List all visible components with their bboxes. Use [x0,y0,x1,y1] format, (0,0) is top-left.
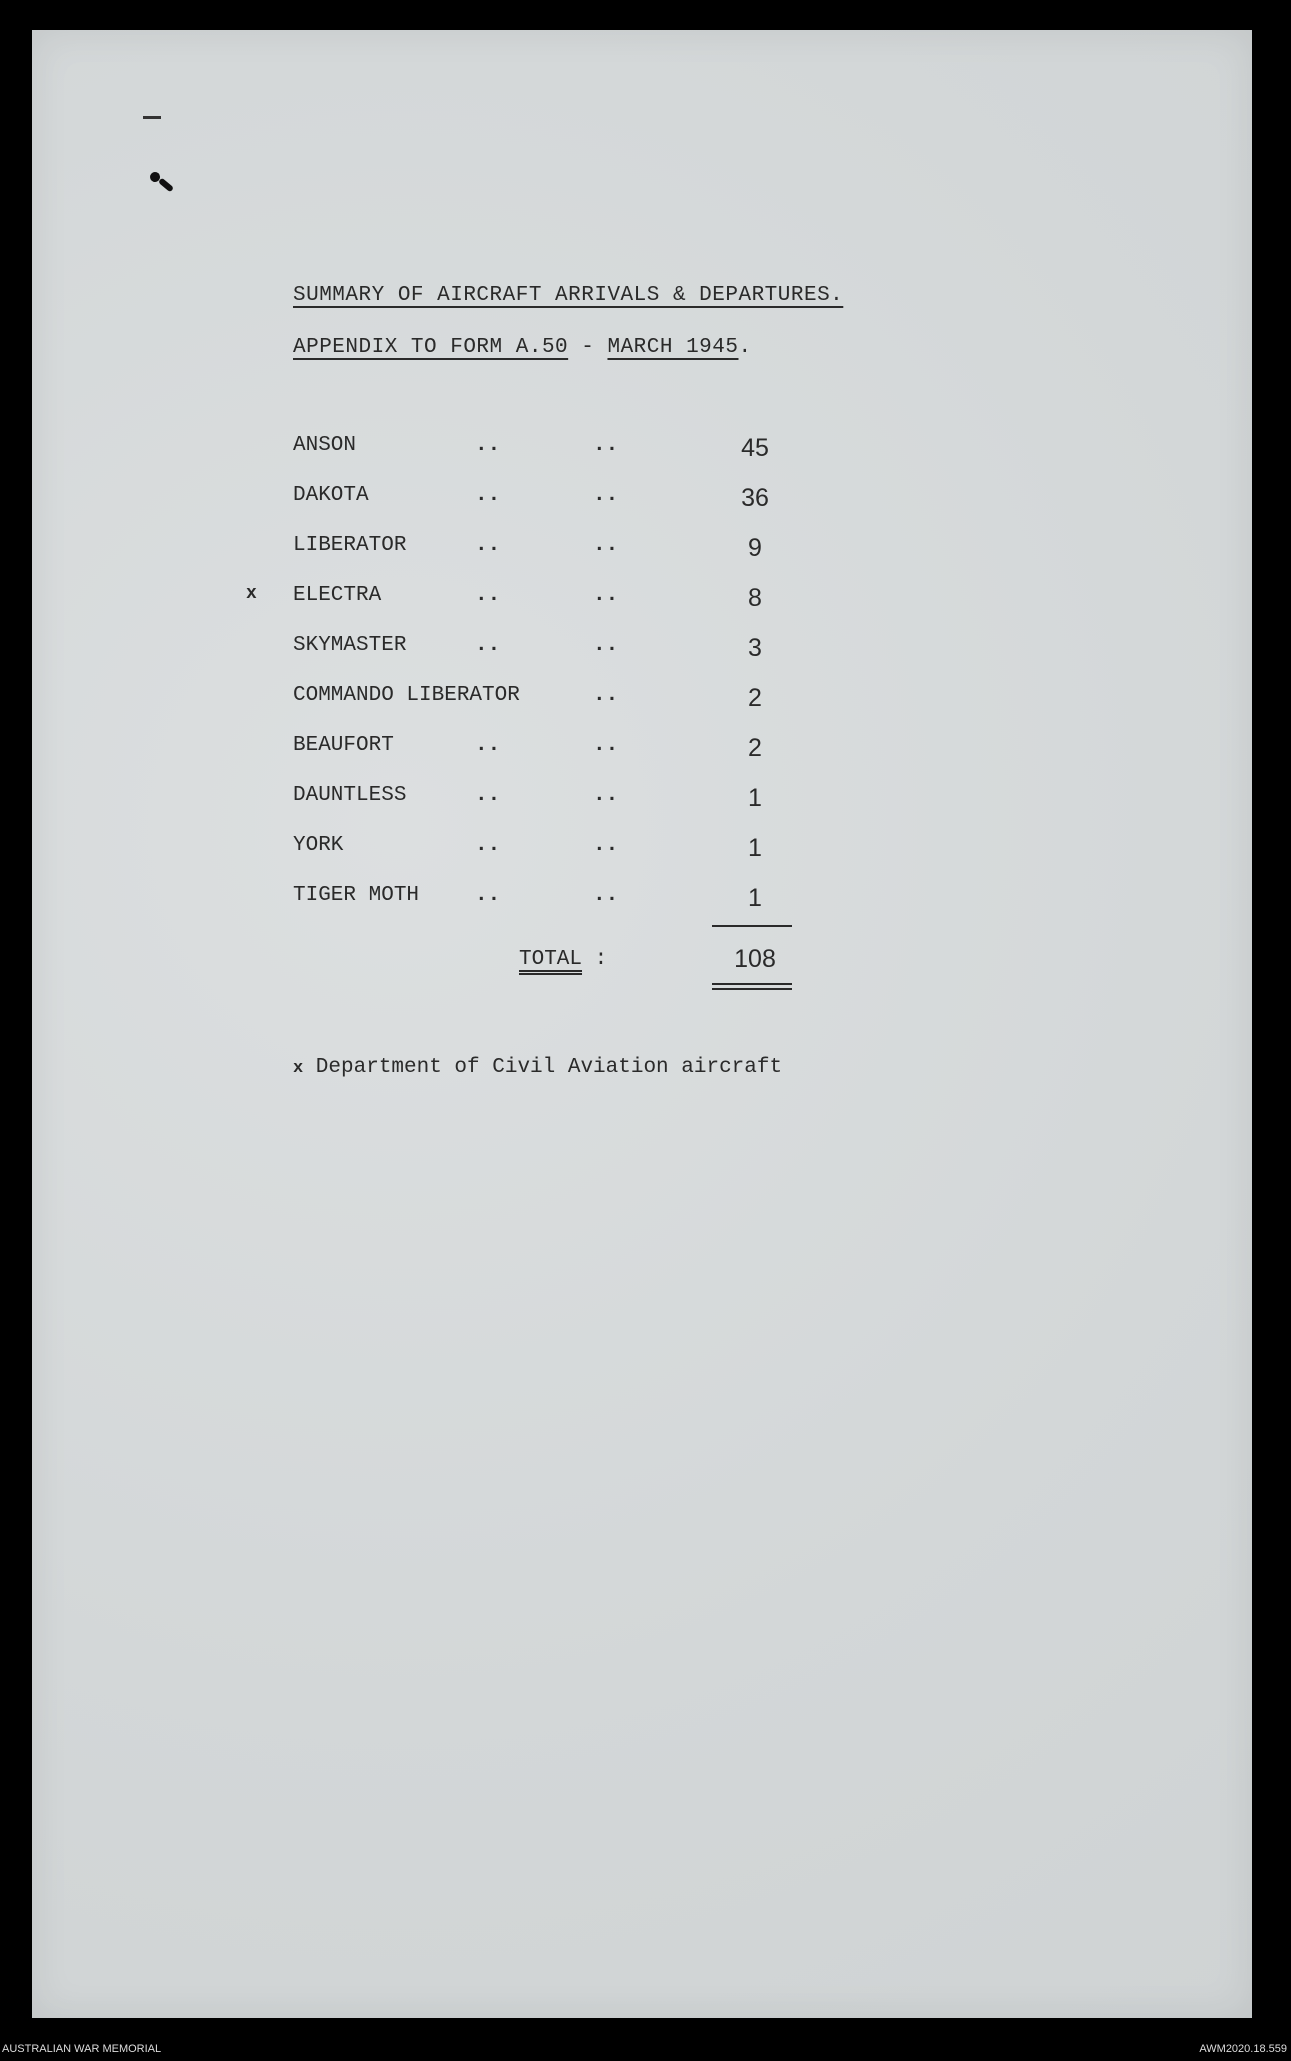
table-row [0,784,1291,824]
total-colon: : [582,948,608,971]
ink-blot [143,116,161,119]
aircraft-name: DAKOTA [293,484,369,507]
footnote-text: Department of Civil Aviation aircraft [303,1056,783,1079]
footer-accession-number: AWM2020.18.559 [1199,2043,1287,2055]
total-value: 108 [734,945,776,973]
leader-dots: .. [593,684,619,707]
table-row [0,634,1291,674]
subtitle-month: MARCH 1945 [607,336,739,359]
table-row [0,534,1291,574]
aircraft-name: LIBERATOR [293,534,407,557]
aircraft-count: 2 [748,734,762,762]
leader-dots: .. [593,734,619,757]
aircraft-name: YORK [293,834,344,857]
leader-dots: .. [593,634,619,657]
leader-dots: .. [475,534,501,557]
table-row [0,734,1291,774]
aircraft-name: BEAUFORT [293,734,394,757]
total-word: TOTAL [519,948,583,971]
footnote [293,1056,782,1079]
aircraft-count: 9 [748,534,762,562]
subtitle-form: APPENDIX TO FORM A.50 [293,336,569,359]
aircraft-name: ANSON [293,434,357,457]
table-row [0,584,1291,624]
leader-dots: .. [475,734,501,757]
leader-dots: .. [475,884,501,907]
leader-dots: .. [475,784,501,807]
aircraft-count: 8 [748,584,762,612]
subtotal-rule [712,925,792,927]
table-row [0,834,1291,874]
leader-dots: .. [475,484,501,507]
leader-dots: .. [593,584,619,607]
leader-dots: .. [593,834,619,857]
leader-dots: .. [593,484,619,507]
table-row [0,684,1291,724]
footer-institution: AUSTRALIAN WAR MEMORIAL [2,2043,162,2055]
total-rule [712,983,792,985]
leader-dots: .. [475,584,501,607]
aircraft-count: 45 [741,434,769,462]
document-page [32,30,1252,2018]
aircraft-name: SKYMASTER [293,634,407,657]
aircraft-name: ELECTRA [293,584,382,607]
leader-dots: .. [593,434,619,457]
aircraft-name: TIGER MOTH [293,884,420,907]
aircraft-count: 3 [748,634,762,662]
total-rule [712,988,792,990]
aircraft-count: 36 [741,484,769,512]
table-row [0,434,1291,474]
leader-dots: .. [593,884,619,907]
leader-dots: .. [475,434,501,457]
subtitle-period: . [738,336,752,359]
leader-dots: .. [593,784,619,807]
footnote-mark: x [293,1059,304,1078]
document-subtitle [293,336,752,359]
table-row [0,484,1291,524]
aircraft-name: DAUNTLESS [293,784,407,807]
aircraft-count: 1 [748,834,762,862]
aircraft-count: 1 [748,884,762,912]
leader-dots: .. [475,634,501,657]
aircraft-count: 1 [748,784,762,812]
aircraft-name: COMMANDO LIBERATOR [293,684,520,707]
total-label [519,948,607,971]
leader-dots: .. [593,534,619,557]
document-title: SUMMARY OF AIRCRAFT ARRIVALS & DEPARTURES. [293,284,844,307]
leader-dots: .. [475,834,501,857]
aircraft-count: 2 [748,684,762,712]
row-mark: x [246,584,257,604]
subtitle-separator: - [568,336,608,359]
table-row [0,884,1291,924]
